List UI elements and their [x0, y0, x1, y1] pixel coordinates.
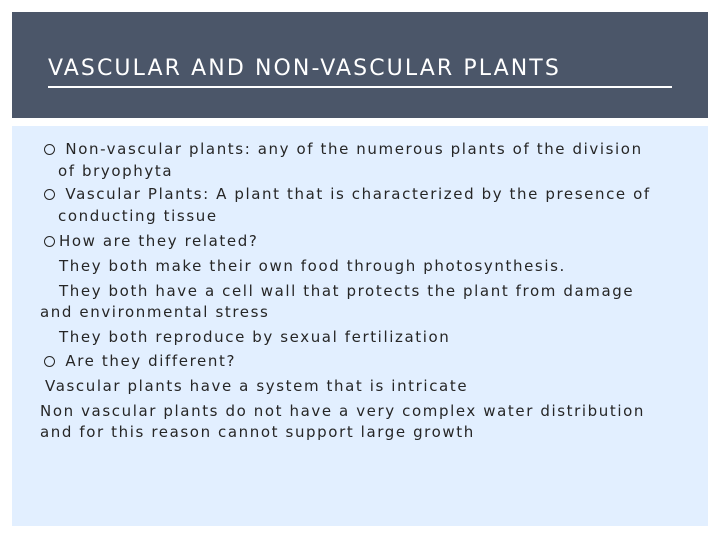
bullet-line-3 — [44, 185, 651, 203]
line-text: How are they related? — [59, 232, 259, 250]
bullet-line-5 — [44, 232, 258, 250]
line-7 — [59, 282, 634, 300]
slide-title: VASCULAR AND NON-VASCULAR PLANTS — [48, 56, 561, 81]
line-text: They both reproduce by sexual fertilization — [59, 328, 451, 346]
bullet-circle-icon — [44, 144, 55, 155]
line-11 — [45, 377, 468, 395]
bullet-line-10 — [44, 352, 236, 370]
line-12 — [40, 402, 645, 420]
line-text: They both have a cell wall that protects the plant from damage — [59, 282, 635, 300]
bullet-circle-icon — [44, 356, 55, 367]
title-bar — [12, 12, 708, 118]
bullet-line-1 — [44, 140, 643, 158]
bullet-circle-icon — [44, 236, 55, 247]
line-text: Non-vascular plants: any of the numerous plants of the division — [59, 140, 643, 158]
line-6 — [59, 257, 566, 275]
line-8 — [40, 303, 269, 321]
content-area — [12, 126, 708, 526]
line-text: They both make their own food through photosynthesis. — [59, 257, 566, 275]
line-4 — [58, 207, 218, 225]
line-13 — [40, 423, 475, 441]
line-text: Vascular plants have a system that is intricate — [45, 377, 469, 395]
line-text: Vascular Plants: A plant that is characterized by the presence of — [59, 185, 651, 203]
title-underline — [48, 86, 672, 88]
line-text: conducting tissue — [58, 207, 218, 225]
bullet-circle-icon — [44, 189, 55, 200]
line-9 — [59, 328, 450, 346]
line-text: Are they different? — [59, 352, 237, 370]
line-text: and environmental stress — [40, 303, 270, 321]
line-text: Non vascular plants do not have a very complex water distribution — [40, 402, 646, 420]
line-2 — [58, 162, 173, 180]
line-text: and for this reason cannot support large growth — [40, 423, 475, 441]
line-text: of bryophyta — [58, 162, 174, 180]
